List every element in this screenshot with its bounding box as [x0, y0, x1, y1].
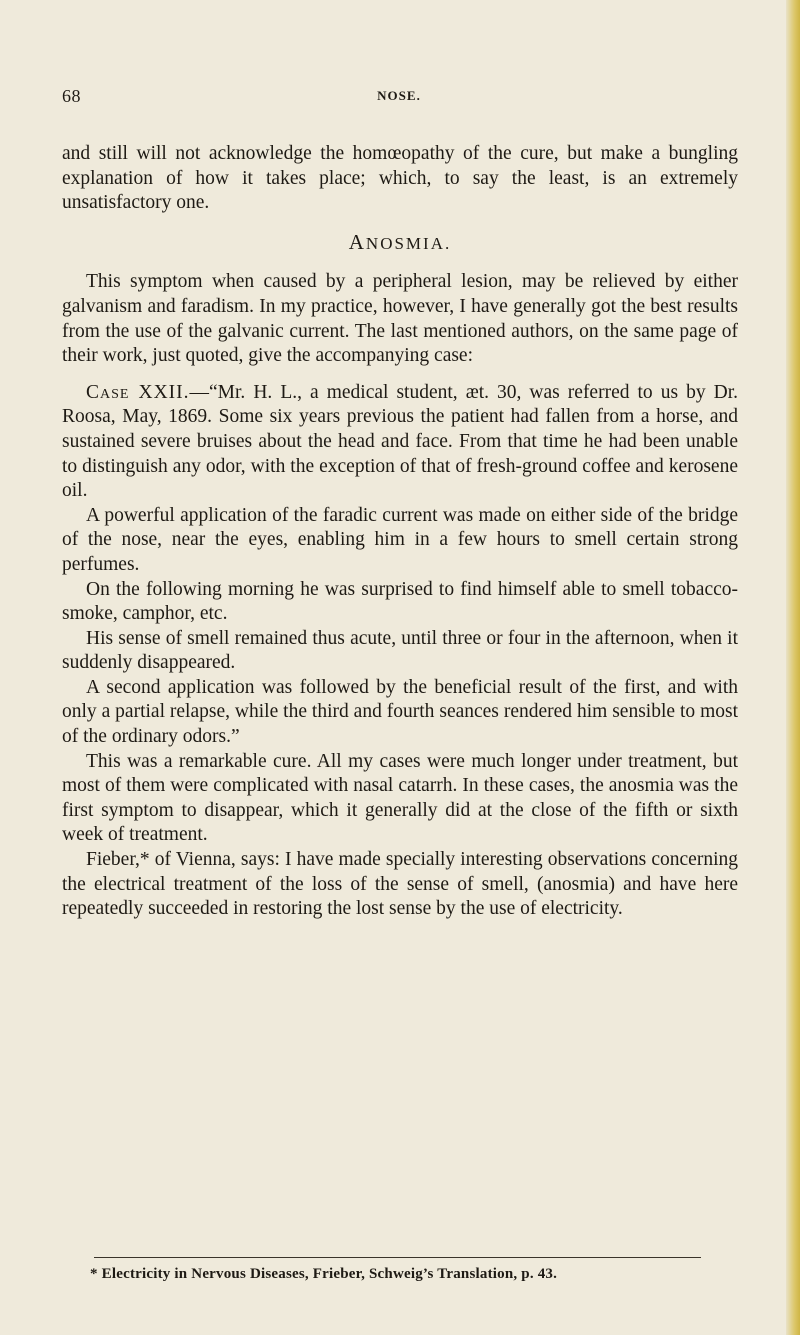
paragraph-7: A second application was followed by the beneficial result of the first, and with only a partial relapse, while the third and fourth seances rendered him sensible to most of the ordinary odors.”: [62, 676, 738, 748]
paragraph-case: [62, 381, 738, 504]
footnote-rule: [94, 1257, 701, 1258]
running-head: NOSE.: [377, 88, 421, 103]
page-edge: [786, 0, 800, 1335]
case-label: Case XXII.: [86, 381, 190, 403]
paragraph-4: A powerful application of the faradic current was made on either side of the bridge of the nose, near the eyes, enabling him in a few hours to smell certain strong perfumes.: [62, 504, 738, 575]
paragraph-9: Fieber,* of Vienna, says: I have made specially interesting observations concerning the electrical treatment of the loss of the sense of smell, (anosmia) and have here repeatedly succeeded in restoring the lost sense by the use of electricity.: [62, 849, 738, 920]
page-header: [62, 86, 736, 110]
paragraph-8: This was a remarkable cure. All my cases were much longer under treatment, but most of them were complicated with nasal catarrh. In these cases, the anosmia was the first symptom to disappear, which it generally did at the close of the fifth or sixth week of treatment.: [62, 750, 738, 846]
page-number: 68: [62, 86, 81, 106]
paragraph-5: On the following morning he was surprised to find himself able to smell tobacco-smoke, camphor, etc.: [62, 578, 738, 625]
section-heading-initial: A: [348, 229, 366, 254]
section-heading-rest: NOSMIA.: [365, 233, 452, 253]
paragraph-1: and still will not acknowledge the homœopathy of the cure, but make a bungling explanation of how it takes place; which, to say the least, is an extremely unsatisfactory one.: [62, 143, 738, 214]
paragraph-2: This symptom when caused by a peripheral lesion, may be relieved by either galvanism and faradism. In my practice, however, I have generally got the best results from the use of the galvanic current. The last mentioned authors, on the same page of their work, just quoted, give the accompanying case:: [62, 271, 738, 367]
paragraph-6: His sense of smell remained thus acute, until three or four in the afternoon, when it suddenly disappeared.: [62, 627, 738, 674]
section-heading: [62, 230, 738, 257]
footnote: * Electricity in Nervous Diseases, Frieber, Schweig’s Translation, p. 43.: [90, 1266, 558, 1282]
case-text: —“Mr. H. L., a medical student, æt. 30, was referred to us by Dr. Roosa, May, 1869. Some six years previous the patient had fallen from a horse, and sustained severe bruises about the head and face. From that time he had been unable to distinguish any odor, with the exception of that of fresh-ground coffee and kerosene oil.: [62, 381, 738, 502]
body-text: [62, 142, 738, 922]
